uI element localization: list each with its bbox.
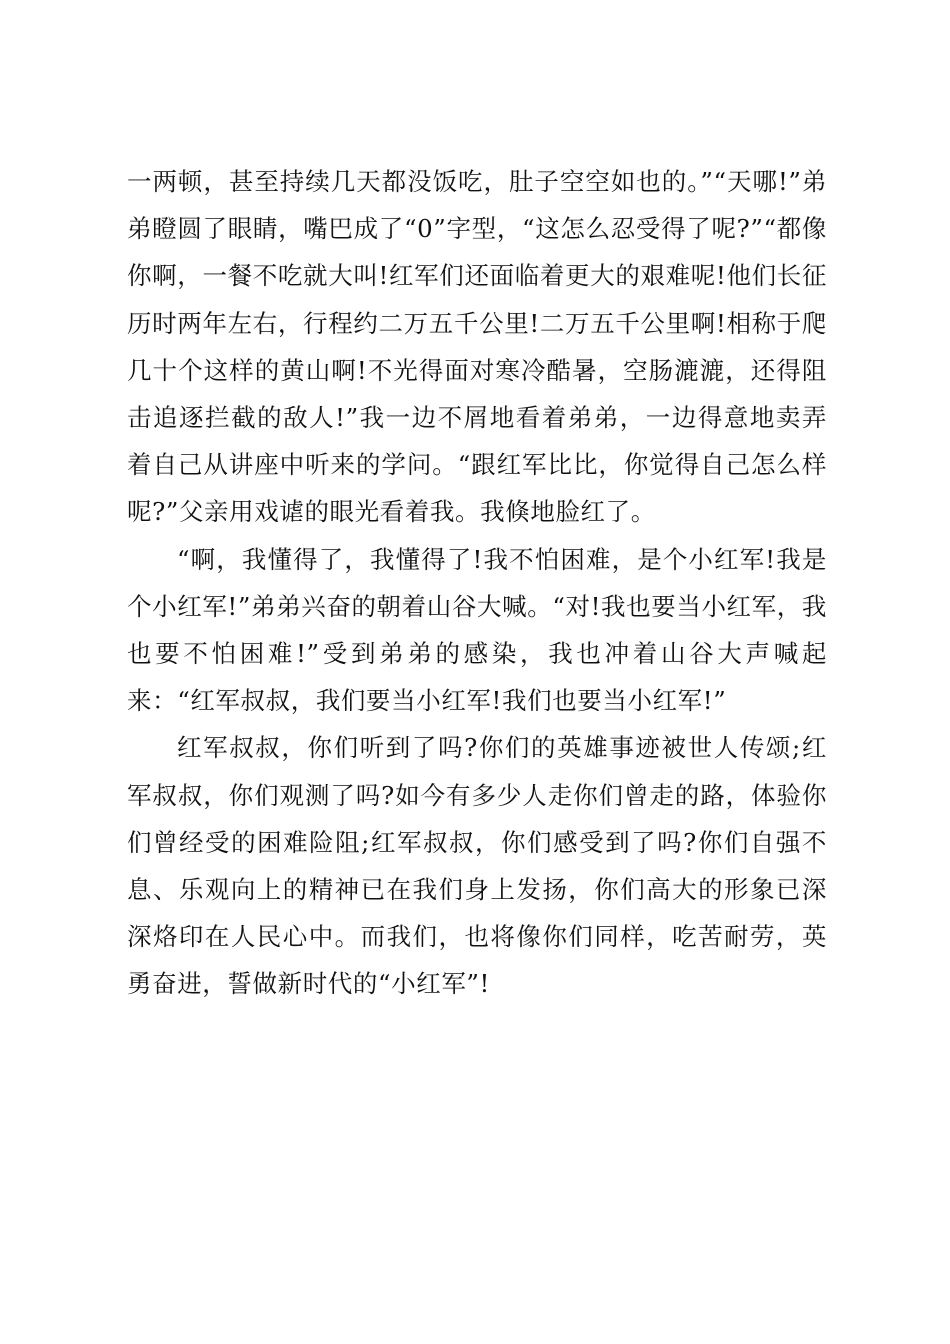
paragraph-1: 一两顿，甚至持续几天都没饭吃，肚子空空如也的。”“天哪!”弟弟瞪圆了眼睛，嘴巴成了“0”字型，“这怎么忍受得了呢?”“都像你啊，一餐不吃就大叫!红军们还面临着更大的艰难呢!他们长征历时两年左右，行程约二万五千公里!二万五千公里啊!相称于爬几十个这样的黄山啊!不光得面对寒冷酷暑，空肠漉漉，还得阻击追逐拦截的敌人!”我一边不屑地看着弟弟，一边得意地卖弄着自己从讲座中听来的学问。“跟红军比比，你觉得自己怎么样呢?”父亲用戏谑的眼光看着我。我倏地脸红了。 — [127, 167, 827, 527]
document-body — [127, 158, 827, 1008]
paragraph-2: “啊，我懂得了，我懂得了!我不怕困难，是个小红军!我是个小红军!”弟弟兴奋的朝着山谷大喊。“对!我也要当小红军，我也要不怕困难!”受到弟弟的感染，我也冲着山谷大声喊起来：“红军叔叔，我们要当小红军!我们也要当小红军!” — [127, 544, 827, 716]
paragraph-3: 红军叔叔，你们听到了吗?你们的英雄事迹被世人传颂;红军叔叔，你们观测了吗?如今有多少人走你们曾走的路，体验你们曾经受的困难险阻;红军叔叔，你们感受到了吗?你们自强不息、乐观向上的精神已在我们身上发扬，你们高大的形象已深深烙印在人民心中。而我们，也将像你们同样，吃苦耐劳，英勇奋进，誓做新时代的“小红军”! — [127, 733, 827, 999]
